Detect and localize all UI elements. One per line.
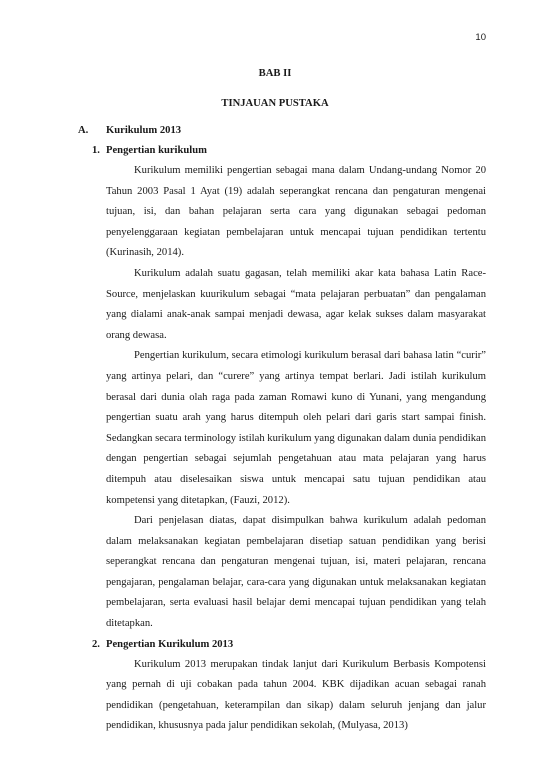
subsection-title: Pengertian Kurikulum 2013 bbox=[106, 638, 234, 650]
subsection-marker: 1. bbox=[92, 145, 100, 156]
paragraph: Pengertian kurikulum, secara etimologi kurikulum berasal dari bahasa latin “curir” yang artinya pelari, dan “curere” yang artinya tempat berlari. Jadi istilah kurikulum berasal dari dunia olah raga pada zaman Romawi kuno di Yunani, yang mengandung pengertian suatu arah yang harus ditempuh oleh pelari dari garis start sampai finish. Sedangkan secara terminology istilah kurikulum yang digunakan dalam dunia pendidikan dengan pengertian sebagai sejumlah pengetahuan atau mata pelajaran yang harus ditempuh atau diselesaikan siswa untuk mencapai satu tujuan pendidikan atau kompetensi yang ditetapkan, (Fauzi, 2012). bbox=[106, 350, 486, 506]
section-title: Kurikulum 2013 bbox=[106, 125, 182, 136]
subsection-title: Pengertian kurikulum bbox=[106, 145, 207, 156]
chapter-heading: BAB II bbox=[258, 68, 292, 79]
subsection-heading bbox=[92, 141, 486, 161]
paragraph: Kurikulum memiliki pengertian sebagai mana dalam Undang-undang Nomor 20 Tahun 2003 Pasal 1 Ayat (19) adalah seperangkat rencana dan pengaturan mengenai tujuan, isi, dan bahan pelajaran serta cara yang digunakan sebagai pedoman penyelenggaraan kegiatan pembelajaran untuk mencapai tujuan pendidikan tertentu (Kurinasih, 2014). bbox=[106, 165, 486, 259]
section-marker: A. bbox=[78, 125, 89, 136]
paragraph: Kurikulum adalah suatu gagasan, telah memiliki akar kata bahasa Latin Race-Source, menjelaskan kuurikulum sebagai “mata pelajaran perbuatan” dan pengalaman yang dialami anak-anak sampai menjadi dewasa, agar kelak sukses dalam masyarakat orang dewasa. bbox=[106, 267, 486, 341]
page-number: 10 bbox=[475, 32, 486, 43]
paragraph: Dari penjelasan diatas, dapat disimpulkan bahwa kurikulum adalah pedoman dalam melaksanakan kegiatan pembelajaran disetiap satuan pendidikan yang berisi seperangkat rencana dan pengaturan mengenai tujuan, isi, materi pelajaran, rencana pengajaran, pengalaman belajar, cara-cara yang digunakan untuk melaksanakan kegiatan pembelajaran, serta evaluasi hasil belajar demi mencapai tujuan pendidikan yang telah ditetapkan. bbox=[106, 515, 486, 630]
paragraph: Kurikulum 2013 merupakan tindak lanjut dari Kurikulum Berbasis Kompotensi yang pernah di uji cobakan pada tahun 2004. KBK dijadikan acuan sebagai ranah pendidikan (pengetahuan, keterampilan dan sikap) dalam seluruh jenjang dan jalur pendidikan, khususnya pada jalur pendidikan sekolah, (Mulyasa, 2013) bbox=[106, 658, 486, 732]
subsection-heading bbox=[92, 635, 486, 655]
subsection-marker: 2. bbox=[92, 638, 100, 650]
document-body bbox=[78, 121, 486, 737]
chapter-title: TINJAUAN PUSTAKA bbox=[221, 98, 329, 109]
section-heading bbox=[78, 121, 486, 141]
